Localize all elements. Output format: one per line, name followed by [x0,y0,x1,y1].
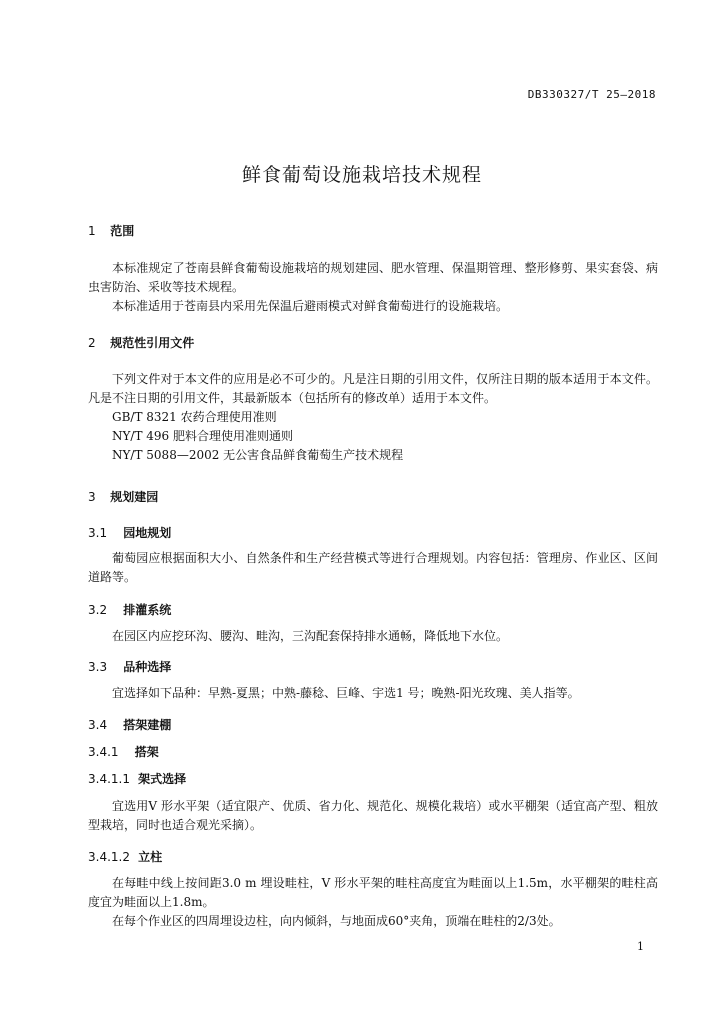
paragraph-normative-refs: 下列文件对于本文件的应用是必不可少的。凡是注日期的引用文件，仅所注日期的版本适用于本文件。凡是不注日期的引用文件，其最新版本（包括所有的修改单）适用于本文件。 [88,372,658,405]
section-number: 1 [88,224,96,238]
paragraph-irrigation: 在园区内应挖环沟、腰沟、畦沟，三沟配套保持排水通畅，降低地下水位。 [112,629,509,643]
section-title: 园地规划 [123,526,172,540]
section-heading-3-4 [88,716,171,733]
section-number: 3.4.1.1 [88,772,130,786]
section-heading-3-1 [88,524,171,541]
section-heading-3-2 [88,601,171,618]
document-code: DB330327/T 25—2018 [527,88,656,101]
section-number: 3.3 [88,660,108,674]
section-number: 3.1 [88,526,108,540]
section-heading-3-3 [88,658,171,675]
section-heading-1 [88,222,134,239]
paragraph-garden-planning: 葡萄园应根据面积大小、自然条件和生产经营模式等进行合理规划。内容包括：管理房、作业区、区间道路等。 [88,551,658,584]
section-number: 3.4.1.2 [88,850,130,864]
section-heading-2 [88,334,194,351]
paragraph-trellis-type: 宜选用V 形水平架（适宜限产、优质、省力化、规范化、规模化栽培）或水平棚架（适宜高产型、粗放型栽培，同时也适合观光采摘）。 [88,799,658,832]
section-heading-3 [88,488,158,505]
paragraph-scope-1: 本标准规定了苍南县鲜食葡萄设施栽培的规划建园、肥水管理、保温期管理、整形修剪、果实套袋、病虫害防治、采收等技术规程。 [88,261,658,294]
section-number: 3 [88,490,96,504]
section-title: 搭架建棚 [123,718,172,732]
paragraph-pillars-2: 在每个作业区的四周埋设边柱，向内倾斜，与地面成60°夹角，顶端在畦柱的2/3处。 [112,914,561,928]
reference-item: NY/T 5088—2002 无公害食品鲜食葡萄生产技术规程 [112,448,404,462]
section-number: 3.2 [88,603,108,617]
paragraph-scope-2: 本标准适用于苍南县内采用先保温后避雨模式对鲜食葡萄进行的设施栽培。 [112,299,509,313]
page-title: 鲜食葡萄设施栽培技术规程 [241,164,482,186]
paragraph-variety-selection: 宜选择如下品种：早熟-夏黑；中熟-藤稔、巨峰、宇选1 号；晚熟-阳光玫瑰、美人指等。 [112,686,580,700]
section-number: 3.4.1 [88,745,119,759]
section-title: 品种选择 [123,660,172,674]
section-title: 排灌系统 [123,603,172,617]
paragraph-pillars-1: 在每畦中线上按间距3.0 m 埋设畦柱，V 形水平架的畦柱高度宜为畦面以上1.5m，水平棚架的畦柱高度宜为畦面以上1.8m。 [88,876,658,909]
section-title: 立柱 [138,850,163,864]
reference-item: NY/T 496 肥料合理使用准则通则 [112,429,294,443]
page-number: 1 [637,940,644,953]
section-number: 2 [88,336,96,350]
section-heading-3-4-1-1 [88,770,186,787]
section-heading-3-4-1 [88,743,159,760]
section-heading-3-4-1-2 [88,848,162,865]
section-number: 3.4 [88,718,108,732]
section-title: 架式选择 [138,772,187,786]
section-title: 规范性引用文件 [110,336,195,350]
section-title: 规划建园 [110,490,159,504]
reference-item: GB/T 8321 农药合理使用准则 [112,410,277,424]
section-title: 范围 [110,224,135,238]
section-title: 搭架 [134,745,159,759]
